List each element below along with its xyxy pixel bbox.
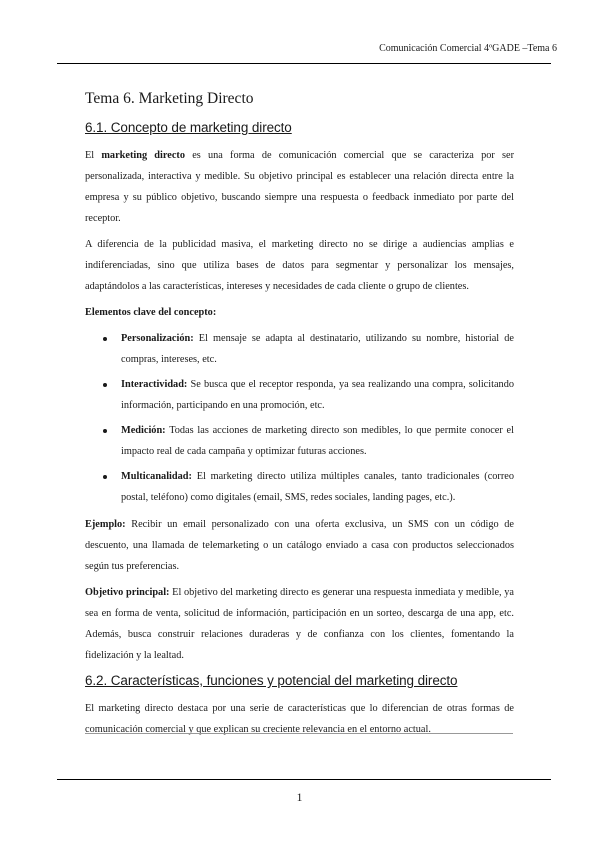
list-item-text: El mensaje se adapta al destinatario, utilizando su nombre, historial de compras, intereses, etc. (121, 333, 514, 365)
key-elements-heading-text: Elementos clave del concepto: (85, 307, 217, 318)
list-item (85, 420, 514, 462)
bullet-icon (103, 429, 107, 433)
section-heading-6-1: 6.1. Concepto de marketing directo (85, 120, 292, 135)
bullet-icon (103, 383, 107, 387)
difference-paragraph: A diferencia de la publicidad masiva, el marketing directo no se dirige a audiencias amplias e indiferenciadas, sino que utiliza bases de datos para segmentar y personalizar los mensajes, adaptándolos a las características, intereses y necesidades de cada cliente o grupo de clientes. (85, 239, 514, 292)
list-item-text: Todas las acciones de marketing directo son medibles, lo que permite conocer el impacto real de cada campaña y optimizar futuras acciones. (121, 425, 514, 457)
list-item-text: Se busca que el receptor responda, ya sea realizando una compra, solicitando información, participando en una promoción, etc. (121, 379, 514, 411)
section-heading-6-2: 6.2. Características, funciones y potencial del marketing directo (85, 673, 458, 688)
list-item-term: Personalización: (121, 333, 194, 344)
key-elements-heading (85, 302, 514, 323)
key-elements-list (85, 328, 514, 508)
list-item (85, 374, 514, 416)
list-item-term: Medición: (121, 425, 166, 436)
document-title: Tema 6. Marketing Directo (85, 90, 254, 107)
concept-term: marketing directo (101, 150, 186, 161)
list-item-term: Multicanalidad: (121, 471, 192, 482)
bullet-icon (103, 475, 107, 479)
header-rule (57, 63, 551, 64)
page-header: Comunicación Comercial 4ºGADE –Tema 6 (379, 43, 557, 54)
example-text: Recibir un email personalizado con una oferta exclusiva, un SMS con un código de descuento, una llamada de telemarketing o un catálogo enviado a casa con productos seleccionados según tus preferencias. (85, 519, 514, 572)
section-end-rule (85, 733, 513, 734)
concept-text-pre: El (85, 150, 102, 161)
concept-paragraph (85, 145, 514, 229)
objective-paragraph (85, 582, 514, 666)
list-item (85, 328, 514, 370)
document-body (85, 90, 514, 745)
objective-term: Objetivo principal: (85, 587, 170, 598)
list-item (85, 466, 514, 508)
characteristics-paragraph: El marketing directo destaca por una serie de características que lo diferencian de otras formas de comunicación comercial y que explican su creciente relevancia en el entorno actual. (85, 703, 514, 735)
footer-rule (57, 779, 551, 780)
example-paragraph (85, 514, 514, 577)
page-number: 1 (296, 790, 303, 804)
list-item-text: El marketing directo utiliza múltiples canales, tanto tradicionales (correo postal, teléfono) como digitales (email, SMS, redes sociales, landing pages, etc.). (121, 471, 514, 503)
example-term: Ejemplo: (85, 519, 126, 530)
bullet-icon (103, 337, 107, 341)
concept-text-post: es una forma de comunicación comercial que se caracteriza por ser personalizada, interactiva y medible. Su objetivo principal es establecer una relación directa entre la empresa y su público objetivo, buscando siempre una respuesta o feedback inmediato por parte del receptor. (85, 150, 514, 224)
objective-text: El objetivo del marketing directo es generar una respuesta inmediata y medible, ya sea en forma de venta, solicitud de información, participación en un sorteo, descarga de una app, etc. Además, busca construir relaciones duraderas y de confianza con los clientes, fomentando la fidelización y la lealtad. (85, 587, 514, 661)
list-item-term: Interactividad: (121, 379, 188, 390)
